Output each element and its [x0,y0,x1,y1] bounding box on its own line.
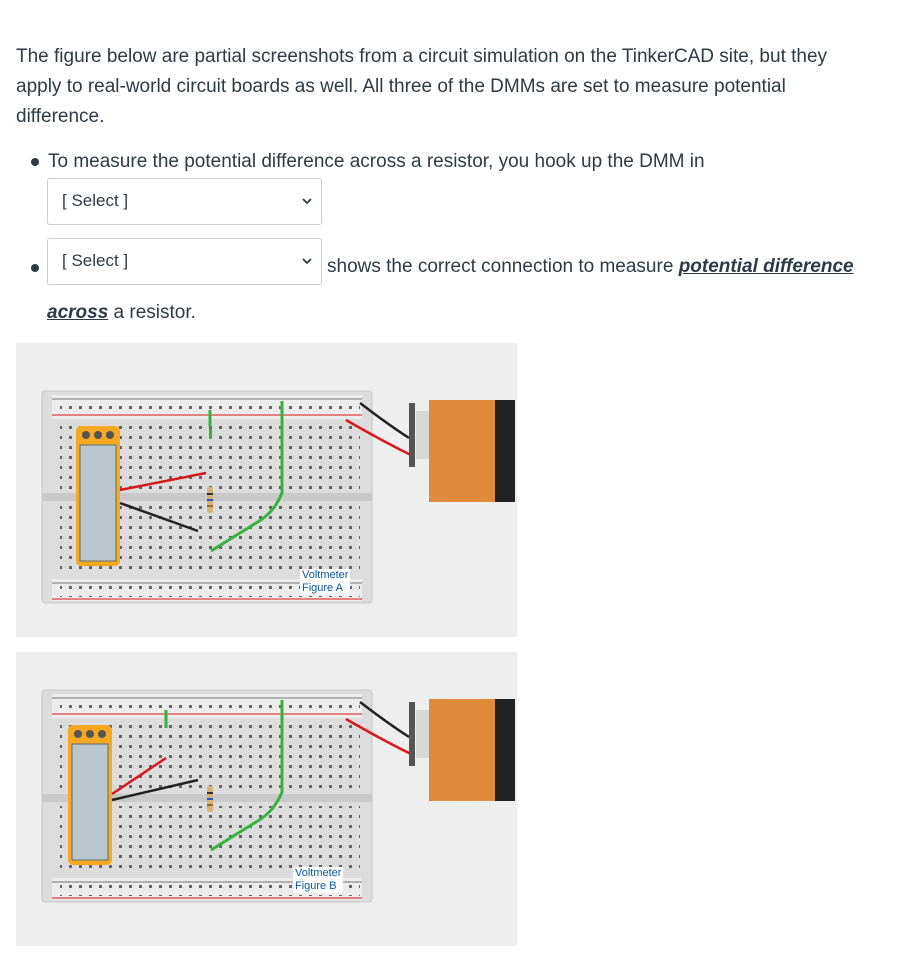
question-2-text-cont [47,301,196,325]
battery-cap [495,400,515,502]
battery-terminal [409,702,415,766]
question-2-select-value: [ Select ] [62,251,129,270]
question-2-emphasis: potential difference [678,256,854,277]
bullet-1 [31,158,39,166]
figure-a-label-line-1: Voltmeter [302,569,349,581]
figure-a-drawing [16,343,517,637]
figure-b-label [293,867,343,893]
question-1-select[interactable] [47,178,322,225]
figure-b-drawing [16,652,517,946]
question-2-across: across [47,302,109,323]
question-2-text-after: a resistor. [108,302,196,323]
battery [429,699,495,801]
figure-a [16,343,517,637]
intro-paragraph [16,42,886,132]
dmm-display [72,744,108,860]
battery-cap [495,699,515,801]
figure-b-label-line-1: Voltmeter [295,867,342,879]
figure-b-label-line-2: Figure B [295,880,337,892]
intro-line-3: difference. [16,106,105,127]
figure-a-label [300,569,350,595]
intro-line-2: apply to real-world circuit boards as well. All three of the DMMs are set to measure potential [16,76,786,97]
battery [429,400,495,502]
question-1-select-value: [ Select ] [62,191,129,210]
dmm-display [80,445,116,561]
battery-terminal [409,403,415,467]
chevron-down-icon [301,195,313,207]
figure-a-label-line-2: Figure A [302,582,343,594]
bullet-2 [31,264,39,272]
question-2-select[interactable] [47,238,322,285]
intro-line-1: The figure below are partial screenshots from a circuit simulation on the TinkerCAD site, but they [16,46,828,67]
question-1-text: To measure the potential difference across a resistor, you hook up the DMM in [48,151,705,172]
question-2-text [327,255,854,279]
figure-b [16,652,517,946]
question-2-text-before: shows the correct connection to measure [327,256,679,277]
chevron-down-icon [301,255,313,267]
